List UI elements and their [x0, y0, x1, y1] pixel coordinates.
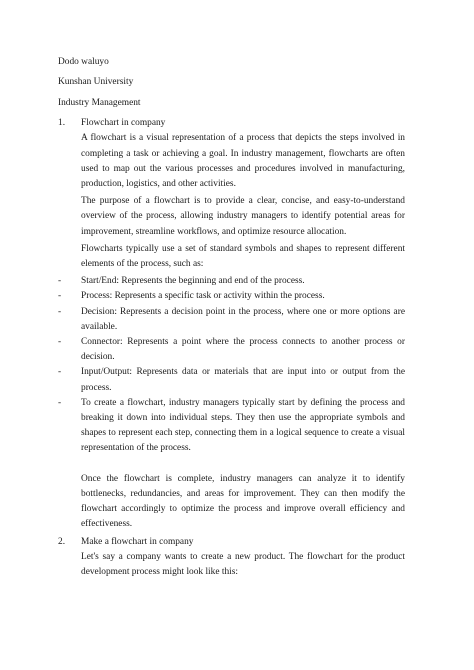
paragraph-definition: A flowchart is a visual representation of a process that depicts the steps involved in completing a task or achieving a goal. In industry management, flowcharts are often used to map out the various processes and procedures involved in manufacturing, production, logistics, and other activities. [81, 133, 405, 189]
section-2-number: 2. [58, 536, 66, 547]
section-1-number: 1. [58, 118, 66, 129]
paragraph-example: Let's say a company wants to create a new product. The flowchart for the product development process might look like this: [81, 551, 405, 578]
section-1-heading [58, 116, 405, 131]
section-2-title: Make a flowchart in company [81, 536, 194, 547]
section-2-body [58, 550, 405, 580]
list-item: - Connector: Represents a point where the process connects to another process or decision. [58, 337, 405, 363]
author-name: Dodo waluyo [58, 57, 109, 67]
section-1-body [58, 131, 405, 532]
list-item: - Process: Represents a specific task or activity within the process. [58, 291, 325, 302]
list-item: - Input/Output: Represents data or materials that are input into or output from the process. [58, 367, 405, 393]
course-name: Industry Management [58, 97, 141, 108]
paragraph-symbols: Flowcharts typically use a set of standard symbols and shapes to represent different elements of the process, such as: [81, 243, 405, 269]
section-1-title: Flowchart in company [81, 118, 166, 129]
section-2 [58, 535, 405, 581]
section-2-heading [58, 535, 405, 550]
section-1 [58, 116, 405, 532]
paragraph-closing: Once the flowchart is complete, industry managers can analyze it to identify bottlenecks, redundancies, and areas for improvement. They can then modify the flowchart accordingly to optimize the process and improve overall efficiency and effectiveness. [81, 473, 405, 530]
symbol-list [58, 274, 405, 456]
list-item: - Start/End: Represents the beginning and end of the process. [58, 276, 305, 287]
paragraph-purpose: The purpose of a flowchart is to provide a clear, concise, and easy-to-understand overview of the process, allowing industry managers to identify potential areas for improvement, streamline workflows, and optimize resource allocation. [81, 196, 405, 237]
list-item: - To create a flowchart, industry managers typically start by defining the process and breaking it down into individual steps. They then use the appropriate symbols and shapes to represent each step, connecting them in a logical sequence to create a visual representation of the process. [58, 397, 405, 454]
university-name: Kunshan University [58, 77, 134, 88]
list-item: - Decision: Represents a decision point in the process, where one or more options are available. [58, 306, 405, 332]
